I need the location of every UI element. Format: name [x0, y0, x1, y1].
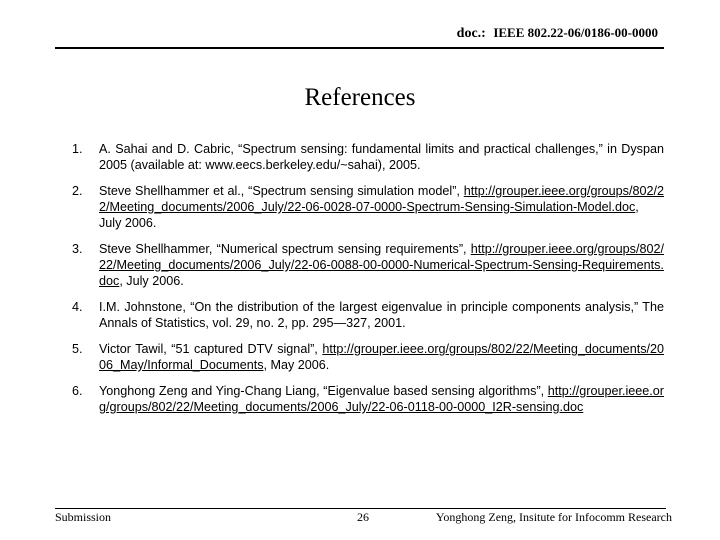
doc-number: IEEE 802.22-06/0186-00-0000 [493, 25, 658, 40]
reference-item [72, 299, 664, 331]
reference-number: 4. [72, 300, 83, 314]
reference-tail: , July 2006. [119, 274, 184, 288]
footer-rule [55, 508, 666, 509]
footer-page-number: 26 [357, 510, 369, 524]
reference-item [72, 141, 664, 173]
reference-text: Yonghong Zeng and Ying-Chang Liang, “Eigenvalue based sensing algorithms”, [99, 384, 548, 398]
reference-text: Steve Shellhammer, “Numerical spectrum sensing requirements”, [99, 242, 471, 256]
reference-item [72, 241, 664, 289]
reference-link[interactable]: http://grouper.ieee.org/groups/802/22/Meeting_documents/2006_July/22-06-0088-00-0000-Numerical-Spectrum-Sensing-Requirements.doc [99, 242, 664, 288]
reference-link[interactable]: http://grouper.ieee.org/groups/802/22/Meeting_documents/2006_July/22-06-0028-07-0000-Spectrum-Sensing-Simulation-Model.doc [99, 184, 664, 214]
reference-text: I.M. Johnstone, “On the distribution of the largest eigenvalue in principle components analysis,” The Annals of Statistics, vol. 29, no. 2, pp. 295—327, 2001. [99, 300, 664, 330]
doc-label: doc.: [456, 26, 486, 41]
reference-text: Steve Shellhammer et al., “Spectrum sensing simulation model”, [99, 184, 464, 198]
reference-number: 2. [72, 184, 83, 198]
slide-title: References [304, 84, 416, 111]
reference-number: 3. [72, 242, 83, 256]
reference-text: Victor Tawil, “51 captured DTV signal”, [99, 342, 323, 356]
footer-submission: Submission [55, 510, 112, 524]
reference-link[interactable]: http://grouper.ieee.org/groups/802/22/Meeting_documents/2006_July/22-06-0118-00-0000_I2R-sensing.doc [99, 384, 664, 414]
reference-text-block [99, 183, 664, 231]
reference-text: A. Sahai and D. Cabric, “Spectrum sensing: fundamental limits and practical challenges,” in Dyspan 2005 (available at: www.eecs.berkeley.edu/~sahai), 2005. [99, 142, 664, 172]
header-rule [55, 47, 664, 49]
reference-number: 1. [72, 142, 83, 156]
reference-tail: , May 2006. [263, 358, 330, 372]
reference-number: 6. [72, 384, 83, 398]
reference-item [72, 341, 664, 373]
reference-text-block [99, 241, 664, 289]
reference-item [72, 183, 664, 231]
footer-author: Yonghong Zeng, Insitute for Infocomm Research [435, 510, 672, 524]
reference-text-block [99, 299, 664, 331]
reference-number: 5. [72, 342, 83, 356]
document-header [457, 25, 658, 42]
reference-tail: , July 2006. [99, 200, 639, 230]
reference-text-block [99, 341, 664, 373]
reference-text-block [99, 141, 664, 173]
reference-text-block [99, 383, 664, 415]
reference-list [72, 141, 664, 425]
reference-link[interactable]: http://grouper.ieee.org/groups/802/22/Meeting_documents/2006_May/Informal_Documents [99, 342, 664, 372]
reference-item [72, 383, 664, 415]
